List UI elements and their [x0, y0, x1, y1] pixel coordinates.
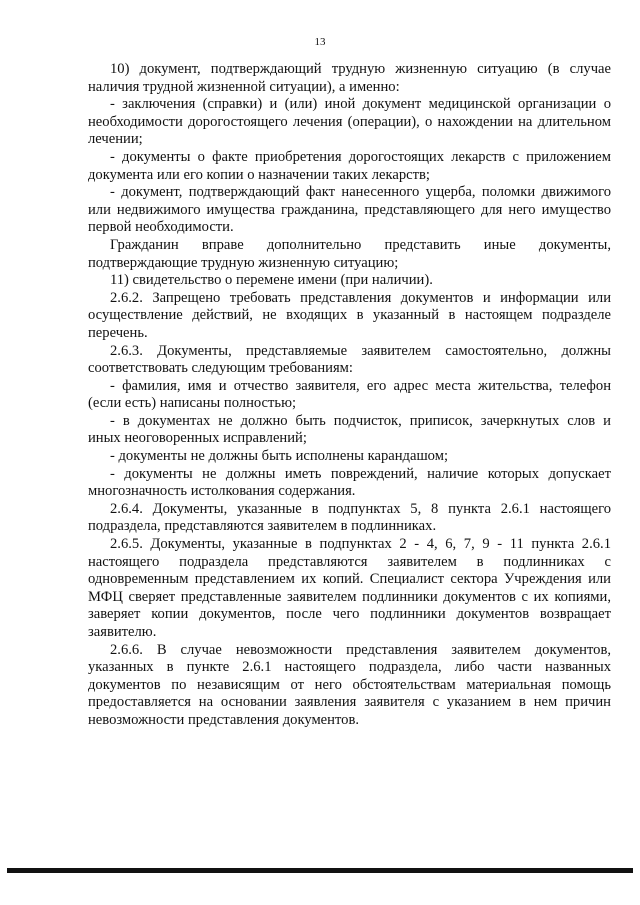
- text-line: лечении;: [88, 131, 143, 148]
- text-line: - фамилия, имя и отчество заявителя, его адрес места жительства, телефон: [110, 377, 611, 394]
- text-line: необходимости дорогостоящего лечения (операции), о нахождении на длительном: [88, 113, 611, 130]
- text-line: документов по независящим от него обстоятельствам материальная помощь: [88, 676, 611, 693]
- text-line: - документы о факте приобретения дорогостоящих лекарств с приложением: [110, 148, 611, 165]
- text-line: подтверждающие трудную жизненную ситуацию;: [88, 254, 399, 271]
- text-line: наличия трудной жизненной ситуации), а именно:: [88, 78, 400, 95]
- text-line: первой необходимости.: [88, 219, 234, 236]
- text-line: - документы не должны быть исполнены карандашом;: [110, 448, 448, 465]
- text-line: или недвижимого имущества гражданина, представляющего для него имущество: [88, 201, 611, 218]
- text-line: - документ, подтверждающий факт нанесенного ущерба, поломки движимого: [110, 184, 611, 201]
- text-line: заявителю.: [88, 624, 157, 640]
- text-line: предоставляется на основании заявления заявителя с указанием в нем причин: [88, 694, 611, 711]
- text-line: осуществление действий, не входящих в указанный в настоящем подразделе: [88, 307, 611, 324]
- text-line: настоящего подраздела представляются заявителем в подлинниках с: [88, 553, 611, 570]
- text-line: Гражданин вправе дополнительно представить иные документы,: [110, 236, 611, 253]
- text-line: одновременным представлением их копий. Специалист сектора Учреждения или: [88, 571, 611, 588]
- text-line: 2.6.3. Документы, представляемые заявителем самостоятельно, должны: [110, 342, 611, 359]
- text-line: - документы не должны иметь повреждений, наличие которых допускает: [110, 465, 611, 482]
- text-line: указанных в пункте 2.6.1 настоящего подраздела, либо части названных: [88, 659, 611, 676]
- text-line: 2.6.6. В случае невозможности представления заявителем документов,: [110, 641, 611, 658]
- text-line: соответствовать следующим требованиям:: [88, 360, 353, 377]
- text-line: многозначность истолкования содержания.: [88, 483, 356, 500]
- text-line: 2.6.2. Запрещено требовать представления документов и информации или: [110, 289, 611, 306]
- text-line: (если есть) написаны полностью;: [88, 395, 297, 412]
- text-line: документа или его копии о назначении таких лекарств;: [88, 166, 430, 183]
- footer-rule: [7, 868, 633, 873]
- document-body: [88, 61, 611, 730]
- text-line: 11) свидетельство о перемене имени (при наличии).: [110, 272, 433, 289]
- text-line: заверяет копии документов, после чего подлинники документов возвращает: [88, 606, 611, 623]
- text-line: невозможности представления документов.: [88, 711, 359, 728]
- text-line: 10) документ, подтверждающий трудную жизненную ситуацию (в случае: [110, 61, 611, 77]
- text-line: - в документах не должно быть подчисток, приписок, зачеркнутых слов и: [110, 412, 611, 429]
- text-line: МФЦ сверяет представленные заявителем подлинники документов с их копиями,: [88, 588, 611, 605]
- text-line: подраздела, представляются заявителем в подлинниках.: [88, 518, 437, 535]
- text-line: 2.6.5. Документы, указанные в подпунктах 2 - 4, 6, 7, 9 - 11 пункта 2.6.1: [110, 536, 611, 553]
- text-line: иных неоговоренных исправлений;: [88, 430, 307, 447]
- page-number: 13: [314, 36, 326, 48]
- text-line: перечень.: [88, 324, 148, 341]
- text-line: 2.6.4. Документы, указанные в подпунктах 5, 8 пункта 2.6.1 настоящего: [110, 500, 611, 517]
- text-line: - заключения (справки) и (или) иной документ медицинской организации о: [110, 96, 611, 113]
